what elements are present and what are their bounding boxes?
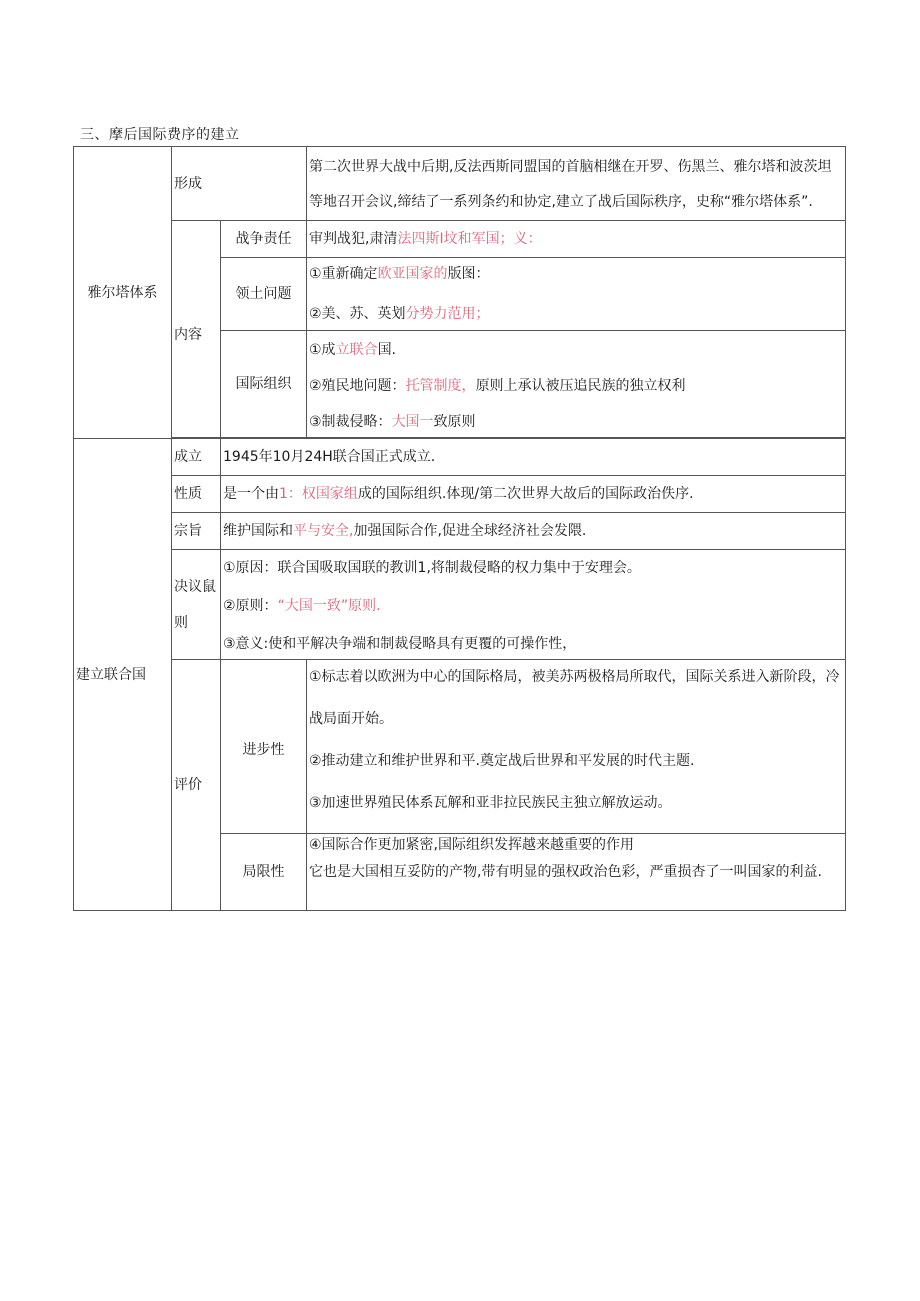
intl-org-item-1 (309, 337, 843, 368)
resolution-text (221, 550, 846, 660)
progress-label: 进步性 (221, 660, 307, 834)
intl-org-text (307, 331, 846, 438)
evaluation-label: 评价 (172, 660, 221, 911)
territory-item-2 (309, 294, 843, 330)
nature-label: 性质 (172, 476, 221, 513)
intl-org-label: 国际组织 (221, 331, 307, 438)
progress-item-4: ④国际合作更加紧密,国际组织发挥越来越重要的作用 (309, 837, 634, 853)
highlight-segment: 欧亚国家的 (377, 266, 448, 282)
resolution-item-1 (223, 555, 843, 587)
highlight-segment: “大国一致”原则. (277, 598, 381, 614)
limits-content: 它也是大国相互妥防的产物,带有明显的强权政治色彩，严重损杏了一叫国家的利益. (309, 864, 822, 880)
text-segment: 加强国际合作,促进全球经济社会发隈. (353, 523, 587, 539)
text-segment: ②殖民地问题： (309, 377, 406, 394)
purpose-text (221, 513, 846, 550)
row-resolution (74, 550, 846, 660)
summary-table (73, 146, 846, 911)
text-segment: ②美、苏、英划 (309, 306, 406, 322)
founding-text: 1945年10月24H联合国正式成立. (221, 439, 846, 476)
row-war-responsibility (74, 221, 846, 258)
row-progress (74, 660, 846, 834)
progress-item-1: ①标志着以欧洲为中心的国际格局，被美苏两极格局所取代，国际关系进入新阶段，冷战局面开始。 (309, 669, 840, 727)
un-label: 建立联合国 (74, 439, 172, 911)
formation-content: 第二次世界大战中后期,反法西斯同盟国的首脑相继在开罗、伤黑兰、雅尔塔和波茨坦等地召开会议,缔结了一系列条约和协定,建立了战后国际秩序，史称“雅尔塔体系”. (309, 158, 832, 210)
war-resp-text (307, 221, 846, 258)
yalta-label: 雅尔塔体系 (74, 147, 172, 439)
text-segment: 维护国际和 (223, 523, 293, 539)
text-segment: 版图： (447, 266, 490, 282)
highlight-segment: 立联合 (335, 341, 378, 358)
territory-text (307, 258, 846, 331)
territory-label: 领土问题 (221, 258, 307, 331)
text-segment: ③制裁侵略： (309, 413, 392, 430)
text-segment: 成的国际组织.体现/第二次世界大故后的国际政治佚序. (357, 486, 694, 502)
nature-text (221, 476, 846, 513)
text-segment: ③意义:使和平解决争端和制裁侵略具有更覆的可操作性， (223, 636, 577, 652)
text-segment: 审判战犯,肃清 (309, 231, 398, 247)
highlight-segment: 分势力范用； (405, 306, 490, 322)
founding-label: 成立 (172, 439, 221, 476)
progress-text (307, 660, 846, 853)
row-formation (74, 147, 846, 221)
highlight-segment: 平与安全, (293, 523, 354, 539)
formation-label: 形成 (172, 147, 307, 221)
purpose-label: 宗旨 (172, 513, 221, 550)
progress-item-3: ③加速世界殖民体系瓦解和亚非拉民族民主独立解放运动。 (309, 795, 672, 811)
territory-item-1 (309, 258, 843, 294)
highlight-segment: 法四斯I坟和军国；义： (397, 231, 542, 247)
highlight-segment: 大国一 (391, 413, 434, 430)
intl-org-item-2 (309, 368, 843, 404)
text-segment: ①原因：联合国吸取国联的教训1,将制裁侵略的权力集中于安理会。 (223, 560, 641, 576)
limits-label: 局限性 (221, 834, 307, 911)
text-segment: 原则上承认被压追民族的独立权利 (475, 377, 686, 394)
section-heading: 三、摩后国际费序的建立 (80, 127, 240, 143)
text-segment: ②原则： (223, 598, 278, 614)
text-segment: 是一个由 (223, 486, 279, 502)
formation-text (307, 147, 846, 221)
text-segment: ①重新确定 (309, 266, 378, 282)
row-purpose (74, 513, 846, 550)
progress-item-2: ②推动建立和维护世界和平.奠定战后世界和平发展的时代主题. (309, 753, 695, 769)
war-resp-label: 战争责任 (221, 221, 307, 258)
resolution-item-2 (223, 587, 843, 625)
resolution-item-3 (223, 625, 843, 654)
content-label: 内容 (172, 221, 221, 438)
highlight-segment: 托管制度， (405, 377, 476, 394)
text-segment: 致原则 (433, 413, 476, 430)
intl-org-item-3 (309, 404, 843, 432)
text-segment: 国. (377, 341, 397, 358)
highlight-segment: 1：权国家组 (279, 486, 358, 502)
text-segment: ①成 (309, 341, 336, 358)
resolution-label: 决议鼠则 (172, 550, 221, 660)
row-nature (74, 476, 846, 513)
row-founding (74, 439, 846, 476)
